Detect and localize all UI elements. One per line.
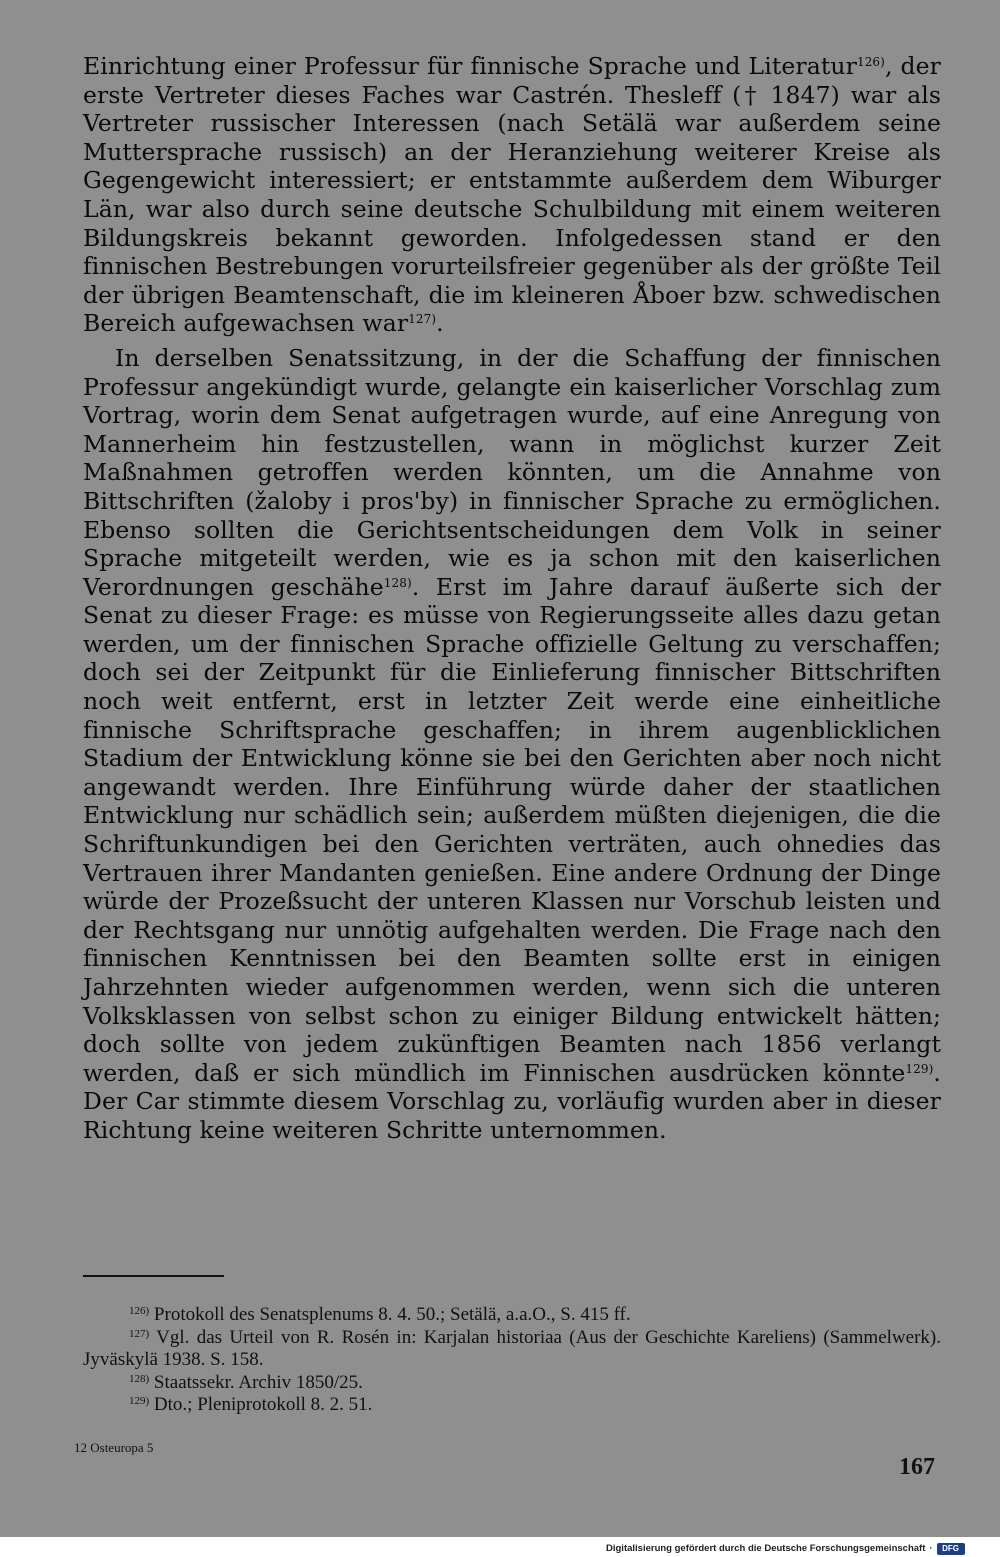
- body-text: [83, 52, 941, 1145]
- text-run: .: [436, 309, 444, 338]
- signature-mark: 12 Osteuropa 5: [74, 1440, 154, 1455]
- footnotes: [83, 1304, 941, 1417]
- footnote-ref[interactable]: 127): [408, 312, 437, 327]
- paragraph: [83, 344, 941, 1145]
- text-run: , der erste Vertreter dieses Faches war Castrén. Thesleff († 1847) war als Vertreter russischer Interessen (nach Setälä war außerdem seine Muttersprache russisch) an der Heranziehung weiterer Kreise als Gegengewicht interessiert; er entstammte außerdem dem Wiburger Län, war also durch seine deutsche Schulbildung mit einem weiteren Bildungskreis bekannt geworden. Infolgedessen stand er den finnischen Bestrebungen vorurteilsfreier gegenüber als der größte Teil der übrigen Beamtenschaft, die im kleineren Åboer bzw. schwedischen Bereich aufgewachsen war: [83, 52, 942, 338]
- footnote-text: Vgl. das Urteil von R. Rosén in: Karjalan historiaa (Aus der Geschichte Kareliens) (Sammelwerk). Jyväskylä 1938. S. 158.: [83, 1326, 941, 1370]
- text-run: Einrichtung einer Professur für finnische Sprache und Literatur: [83, 52, 857, 80]
- footnote-number: 126): [129, 1305, 150, 1317]
- footnote: [83, 1372, 941, 1395]
- footnote: [83, 1304, 941, 1327]
- text-run: . Erst im Jahre darauf äußerte sich der Senat zu dieser Frage: es müsse von Regierungsseite alles dazu getan werden, um der finnischen Sprache offizielle Geltung zu verschaffen; doch sei der Zeitpunkt für die Einlieferung finnischer Bittschriften noch weit entfernt, erst in letzter Zeit werde eine einheitliche finnische Schriftsprache geschaffen; in ihrem augenblicklichen Stadium der Entwicklung könne sie bei den Gerichten aber noch nicht angewandt werden. Ihre Einführung würde daher der staatlichen Entwicklung nur schädlich sein; außerdem müßten diejenigen, die die Schriftunkundigen bei den Gerichten verträten, auch ohnedies das Vertrauen ihrer Mandanten genießen. Eine andere Ordnung der Dinge würde der Prozeßsucht der unteren Klassen nur Vorschub leisten und der Rechtsgang nur unnötig aufgehalten werden. Die Frage nach den finnischen Kenntnissen bei den Beamten sollte erst in einigen Jahrzehnten wieder aufgenommen werden, wenn sich die unteren Volksklassen von selbst schon zu einiger Bildung entwickelt hätten; doch sollte von jedem zukünftigen Beamten nach 1856 verlangt werden, daß er sich mündlich im Finnischen ausdrücken könnte: [83, 572, 941, 1087]
- footnote-number: 129): [129, 1395, 150, 1407]
- credit-text: Digitalisierung gefördert durch die Deutsche Forschungsgemeinschaft: [606, 1543, 926, 1554]
- footnote-number: 127): [129, 1327, 150, 1340]
- footnote: [83, 1394, 941, 1417]
- page-number: 167: [899, 1454, 935, 1480]
- footnote-number: 128): [129, 1372, 150, 1385]
- footnote-divider: [83, 1275, 224, 1277]
- footnote: [83, 1327, 941, 1372]
- text-run: In derselben Senatssitzung, in der die Schaffung der finnischen Professur angekündigt wurde, gelangte ein kaiserlicher Vorschlag zum Vortrag, worin dem Senat aufgetragen wurde, auf eine Anregung von Mannerheim hin festzustellen, wann in möglichst kurzer Zeit Maßnahmen getroffen werden könnten, um die Annahme von Bittschriften (žaloby i pros'by) in finnischer Sprache zu ermöglichen. Ebenso sollten die Gerichtsentscheidungen dem Volk in seiner Sprache mitgeteilt werden, wie es ja schon mit den kaiserlichen Verordnungen geschähe: [83, 343, 941, 601]
- footnote-text: Protokoll des Senatsplenums 8. 4. 50.; Setälä, a.a.O., S. 415 ff.: [153, 1304, 631, 1325]
- dfg-logo-icon[interactable]: DFG: [937, 1543, 965, 1555]
- text-run: . Der Car stimmte diesem Vorschlag zu, vorläufig wurden aber in dieser Richtung keine weiteren Schritte unternommen.: [83, 1058, 941, 1144]
- paragraph: [83, 52, 941, 338]
- footnote-ref[interactable]: 128): [383, 575, 412, 590]
- footnote-ref[interactable]: 129): [905, 1061, 934, 1076]
- footnote-ref[interactable]: 126): [856, 55, 885, 69]
- digitization-credit[interactable]: Digitalisierung gefördert durch die Deutsche Forschungsgemeinschaft · DFG: [606, 1542, 965, 1555]
- footnote-text: Staatssekr. Archiv 1850/25.: [153, 1371, 363, 1393]
- footnote-text: Dto.; Pleniprotokoll 8. 2. 51.: [153, 1394, 373, 1415]
